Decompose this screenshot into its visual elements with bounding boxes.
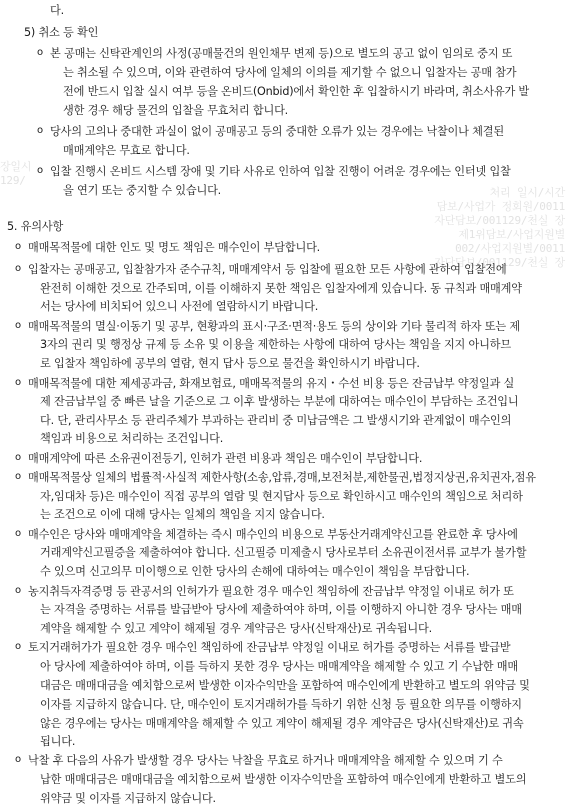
text-line: 위약금 및 이자를 지급하지 않습니다. xyxy=(40,792,216,805)
text-line: 거래계약신고필증을 제출하여야 합니다. 신고필증 미제출시 당사로부터 소유권이전서류 교부가 불가할 xyxy=(40,546,527,559)
bullet-icon: o xyxy=(15,320,21,331)
text-line: 전에 반드시 입찰 실시 여부 등을 온비드(Onbid)에서 확인한 후 입찰하시기 바라며, 취소사유가 발 xyxy=(63,85,530,98)
text-line: 매매목적물의 멸실·이동기 및 공부, 현황과의 표시·구조·면적·용도 등의 상이와 기타 물리적 하자 또는 제 xyxy=(28,320,520,333)
text-line: 는 자격을 증명하는 서류를 발급받아 당사에 제출하여야 하며, 이를 이행하지 아니한 경우 당사는 매매 xyxy=(40,603,522,616)
text-line: 대금은 매매대금을 예치함으로써 발생한 이자수익만을 포함하여 매수인에게 반환하고 별도의 위약금 및 xyxy=(40,679,530,692)
bullet-icon: o xyxy=(15,754,21,765)
text-line: 입찰 진행시 온비드 시스템 장애 및 기타 사유로 인하여 입찰 진행이 어려운 경우에는 인터넷 입찰 xyxy=(50,165,511,178)
text-line: 는 조건으로 이에 대해 당사는 일체의 책임을 지지 않습니다. xyxy=(40,508,325,521)
bullet-icon: o xyxy=(15,452,21,463)
bullet-icon: o xyxy=(15,471,21,482)
text-line: 않은 경우에는 당사는 매매계약을 해제할 수 있고 계약이 해제될 경우 계약금은 당사(신탁재산)로 귀속 xyxy=(40,717,524,730)
text-line: 본 공매는 신탁관계인의 사정(공매물건의 원인채무 변제 등)으로 별도의 공고 없이 임의로 중지 또 xyxy=(50,47,513,60)
text-line: 농지취득자격증명 등 관공서의 인허가가 필요한 경우 매수인 책임하에 잔금납부 약정일 이내로 허가 또 xyxy=(28,585,514,598)
bullet-icon: o xyxy=(37,125,43,136)
text-line: 매매목적물에 대한 제세공과금, 화재보험료, 매매목적물의 유지・수선 비용 등은 잔금납부 약정일과 실 xyxy=(28,377,515,390)
bullet-icon: o xyxy=(15,241,21,252)
bullet-icon: o xyxy=(15,263,21,274)
text-line: 입찰자는 공매공고, 입찰참가자 준수규칙, 매매계약서 등 입찰에 필요한 모든 사항에 관하여 입찰전에 xyxy=(28,263,507,276)
text-line: 납한 매매대금은 매매대금을 예치함으로써 발생한 이자수익만을 포함하여 매수인에게 반환하고 별도의 xyxy=(40,773,527,786)
text-line: 자,임대차 등)은 매수인이 직접 공부의 열람 및 현지답사 등으로 확인하시고 매수인의 책임으로 처리하 xyxy=(40,490,523,503)
bullet-icon: o xyxy=(37,165,43,176)
text-line: 됩니다. xyxy=(40,735,76,748)
text-line: 서는 당사에 비치되어 있으니 사전에 열람하시기 바랍니다. xyxy=(40,300,319,313)
text-line: 생한 경우 해당 물건의 입찰을 무효처리 합니다. xyxy=(63,104,289,117)
text-line: 3자의 권리 및 행정상 규제 등 소유 및 이용을 제한하는 사항에 대하여 당사는 책임을 지지 아니하므 xyxy=(40,338,511,351)
text-line: 매수인은 당사와 매매계약을 체결하는 즉시 매수인의 비용으로 부동산거래계약신고를 완료한 후 당사에 xyxy=(28,528,518,541)
text-line: 낙찰 후 다음의 사유가 발생할 경우 당사는 낙찰을 무효로 하거나 매매계약을 해제할 수 있으며 기 수 xyxy=(28,754,503,767)
bullet-icon: o xyxy=(15,528,21,539)
text-line: 제 잔금납부일 중 빠른 날을 기준으로 그 이후 발생하는 부분에 대하여는 매수인이 부담하는 조건입니 xyxy=(40,395,519,408)
text-line: 완전히 이해한 것으로 간주되며, 이를 이해하지 못한 책임은 입찰자에게 있습니다. 동 규칙과 매매계약 xyxy=(40,282,522,295)
text-line: 책임과 비용으로 처리하는 조건입니다. xyxy=(40,432,224,445)
text-line: 당사의 고의나 중대한 과실이 없이 공매공고 등의 중대한 오류가 있는 경우에는 낙찰이나 체결된 xyxy=(50,125,504,138)
text-line: 다. xyxy=(50,4,64,17)
bullet-icon: o xyxy=(15,641,21,652)
text-line: 이자를 지급하지 않습니다. 단, 매수인이 토지거래허가를 득하기 위한 신청 등 필요한 의무를 이행하지 xyxy=(40,698,522,711)
text-line: 는 취소될 수 있으며, 이와 관련하여 당사에 일체의 이의를 제기할 수 없으니 입찰자는 공매 참가 xyxy=(63,66,517,79)
text-line: 매매목적물상 일체의 법률적·사실적 제한사항(소송,압류,경매,보전처분,제한물권,법정지상권,유치권자,점유 xyxy=(28,471,536,484)
bullet-icon: o xyxy=(37,47,43,58)
text-line: 매매계약은 무효로 합니다. xyxy=(63,144,190,157)
bullet-icon: o xyxy=(15,585,21,596)
text-line: 계약을 해제할 수 있고 계약이 해제될 경우 계약금은 당사(신탁재산)로 귀속됩니다. xyxy=(40,622,432,635)
text-line: 5. 유의사항 xyxy=(7,220,64,233)
bullet-icon: o xyxy=(15,377,21,388)
text-line: 다. 단, 관리사무소 등 관리주체가 부과하는 관리비 중 미납금액은 그 발생시기와 관계없이 매수인의 xyxy=(40,414,512,427)
text-line: 토지거래허가가 필요한 경우 매수인 책임하에 잔금납부 약정일 이내로 허가를 증명하는 서류를 발급받 xyxy=(28,641,511,654)
text-line: 매매목적물에 대한 인도 및 명도 책임은 매수인이 부담합니다. xyxy=(28,241,321,254)
text-line: 5) 취소 등 확인 xyxy=(24,26,99,39)
watermark-right: 처리 일시/시간 담보/사업가 정회원/0011 자단담보/001129/천실 장 제1위담보/사업지원별 002/사업지원별/0011 자단담보/001129/천실 장 xyxy=(434,186,565,269)
watermark-left: 장일시 129/ xyxy=(0,160,32,187)
text-line: 로 입찰자 책임하에 공부의 열람, 현지 답사 등으로 물건을 확인하시기 바랍니다. xyxy=(40,357,420,370)
text-line: 수 있으며 신고의무 미이행으로 인한 당사의 손해에 대하여는 매수인이 책임을 부담합니다. xyxy=(40,565,470,578)
text-line: 을 연기 또는 중지할 수 있습니다. xyxy=(63,184,222,197)
text-line: 매매계약에 따른 소유권이전등기, 인허가 관련 비용과 책임은 매수인이 부담합니다. xyxy=(28,452,423,465)
text-line: 아 당사에 제출하여야 하며, 이를 득하지 못한 경우 당사는 매매계약을 해제할 수 있고 기 수납한 매매 xyxy=(40,660,518,673)
